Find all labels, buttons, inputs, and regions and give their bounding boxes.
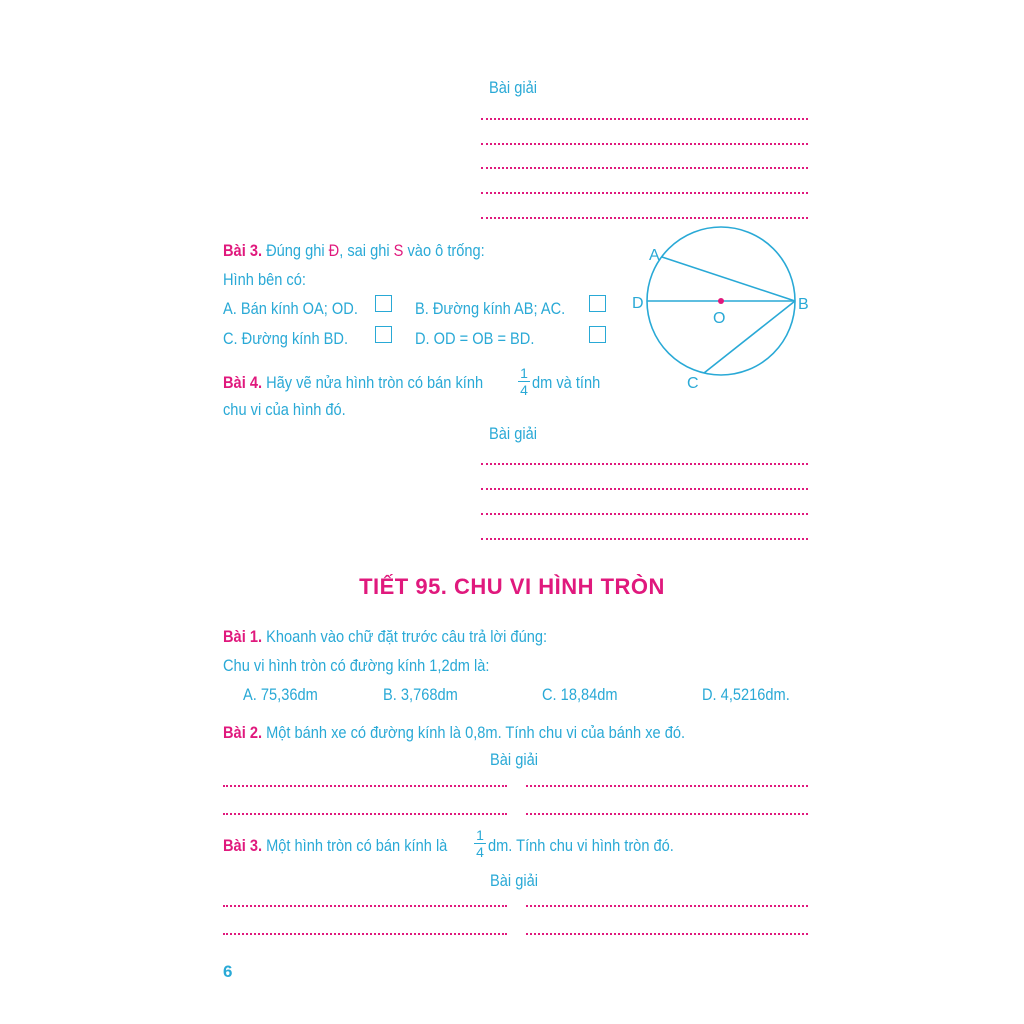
exercise-4-prev-line2: chu vi của hình đó. [223, 400, 346, 419]
answer-line[interactable] [223, 785, 507, 787]
exercise-text: Một bánh xe có đường kính là 0,8m. Tính chu vi của bánh xe đó. [266, 723, 686, 742]
answer-line[interactable] [481, 192, 808, 194]
true-mark: Đ [328, 241, 340, 260]
exercise-label: Bài 1. [223, 627, 263, 646]
instruction-text: , sai ghi [339, 241, 394, 260]
exercise-text: Khoanh vào chữ đặt trước câu trả lời đúng: [266, 627, 548, 646]
exercise-label: Bài 3. [223, 836, 263, 855]
answer-line[interactable] [223, 813, 507, 815]
fraction-quarter [474, 828, 486, 859]
instruction-text: vào ô trống: [403, 241, 485, 260]
point-label-d: D [632, 295, 644, 312]
answer-line[interactable] [481, 143, 808, 145]
option-a: A. Bán kính OA; OD. [223, 299, 358, 318]
exercise-text: Một hình tròn có bán kính là [266, 836, 448, 855]
exercise-2-instruction [223, 723, 685, 743]
point-label-o: O [713, 310, 726, 327]
answer-box-c[interactable] [375, 326, 392, 343]
answer-line[interactable] [481, 513, 808, 515]
solution-heading: Bài giải [489, 424, 537, 443]
answer-line[interactable] [481, 488, 808, 490]
choice-c[interactable]: C. 18,84dm [542, 685, 618, 704]
exercise-label: Bài 2. [223, 723, 263, 742]
solution-heading-top: Bài giải [489, 78, 537, 97]
fraction-quarter [518, 366, 530, 397]
exercise-4-prev-line1 [223, 373, 483, 393]
answer-line[interactable] [223, 905, 507, 907]
center-point [718, 298, 724, 304]
answer-line[interactable] [481, 463, 808, 465]
point-label-b: B [798, 296, 809, 313]
exercise-label: Bài 3. [223, 241, 263, 260]
answer-line[interactable] [481, 538, 808, 540]
false-mark: S [393, 241, 404, 260]
choice-b[interactable]: B. 3,768dm [383, 685, 458, 704]
answer-line[interactable] [526, 905, 808, 907]
choice-d[interactable]: D. 4,5216dm. [702, 685, 790, 704]
solution-heading: Bài giải [490, 750, 538, 769]
answer-line[interactable] [481, 217, 808, 219]
exercise-4-prev-unit: dm và tính [532, 373, 601, 392]
chord-ab [662, 257, 795, 301]
choice-a[interactable]: A. 75,36dm [243, 685, 318, 704]
circle-figure [620, 220, 820, 400]
exercise-text: Hãy vẽ nửa hình tròn có bán kính [266, 373, 484, 392]
answer-line[interactable] [526, 785, 808, 787]
fraction-numerator: 1 [476, 827, 484, 843]
fraction-numerator: 1 [520, 365, 528, 381]
answer-line[interactable] [223, 933, 507, 935]
exercise-3-line [223, 836, 447, 856]
exercise-3-prev-instruction [223, 241, 485, 261]
exercise-label: Bài 4. [223, 373, 263, 392]
fraction-denominator: 4 [520, 382, 528, 398]
exercise-3-rest: dm. Tính chu vi hình tròn đó. [488, 836, 674, 855]
fraction-denominator: 4 [476, 844, 484, 860]
answer-line[interactable] [526, 933, 808, 935]
answer-box-d[interactable] [589, 326, 606, 343]
instruction-text: Đúng ghi [266, 241, 329, 260]
exercise-1-instruction [223, 627, 547, 647]
solution-heading: Bài giải [490, 871, 538, 890]
answer-box-a[interactable] [375, 295, 392, 312]
figure-intro: Hình bên có: [223, 270, 306, 289]
point-label-c: C [687, 375, 699, 392]
answer-line[interactable] [526, 813, 808, 815]
option-c: C. Đường kính BD. [223, 329, 349, 348]
exercise-1-question: Chu vi hình tròn có đường kính 1,2dm là: [223, 656, 490, 675]
page-number: 6 [223, 962, 233, 981]
section-title: TIẾT 95. CHU VI HÌNH TRÒN [359, 574, 665, 599]
point-label-a: A [649, 247, 660, 264]
option-b: B. Đường kính AB; AC. [415, 299, 566, 318]
option-d: D. OD = OB = BD. [415, 329, 535, 348]
answer-box-b[interactable] [589, 295, 606, 312]
answer-line[interactable] [481, 167, 808, 169]
answer-line[interactable] [481, 118, 808, 120]
